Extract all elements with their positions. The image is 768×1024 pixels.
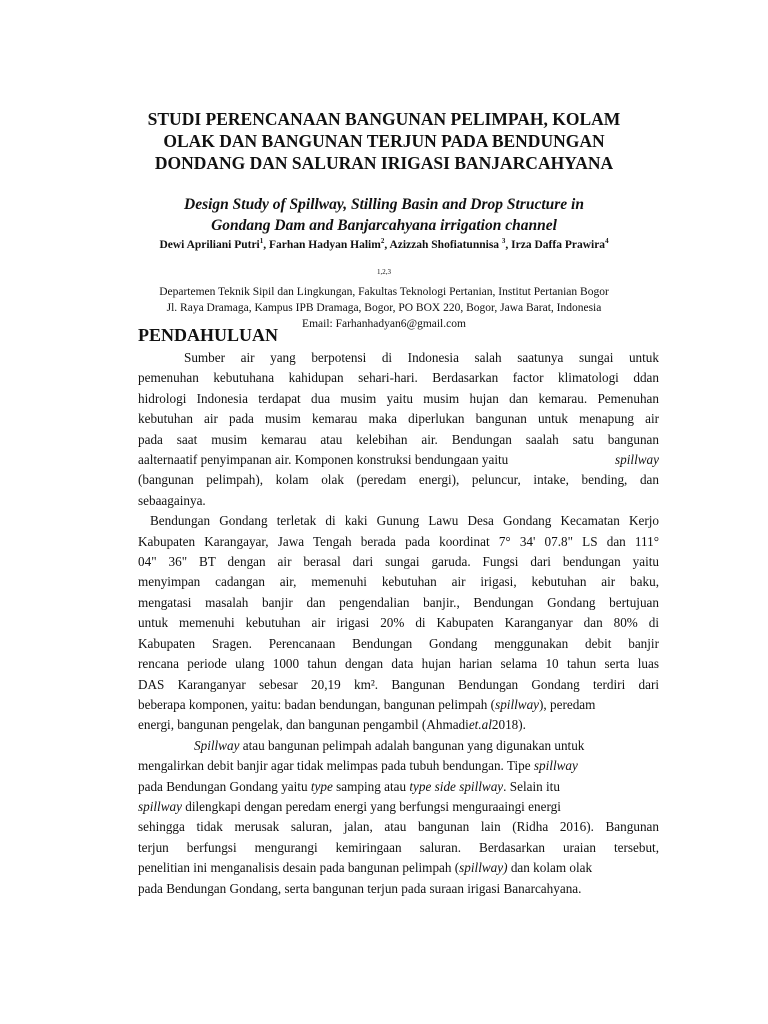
author-superscript: 2 [380, 237, 385, 245]
text-segment [166, 736, 584, 756]
affiliation-superscript: 1,2,3 [377, 268, 391, 276]
text-line: sebaagainya. [138, 492, 206, 508]
text-segment: atau bangunan pelimpah adalah bangunan yang digunakan untuk [239, 737, 585, 753]
text-line [138, 777, 659, 797]
author-name: Irza Daffa Prawira [511, 238, 606, 251]
author-separator: , [505, 238, 512, 251]
author-superscript: 1 [259, 237, 264, 245]
text-line: (bangunan pelimpah), kolam olak (peredam energi), peluncur, intake, bending, dan [138, 472, 659, 488]
text-line: kebutuhan air pada musim kemarau maka diperlukan bangunan untuk menapung air [138, 411, 659, 427]
text-segment [138, 777, 560, 797]
text-segment-italic: spillway [615, 452, 659, 468]
text-segment [138, 858, 592, 878]
paragraph [138, 736, 659, 899]
text-line [138, 797, 659, 817]
text-line [138, 756, 659, 776]
text-line: terjun berfungsi mengurangi kemiringaan saluran. Berdasarkan uraian tersebut, [138, 839, 659, 855]
text-line: hidrologi Indonesia terdapat dua musim yaitu musim hujan dan kemarau. Pemenuhan [138, 390, 659, 406]
affiliation-address: Jl. Raya Dramaga, Kampus IPB Dramaga, Bogor, PO BOX 220, Bogor, Jawa Barat, Indonesia [166, 301, 602, 314]
text-line: pada saat musim kemarau atau kelebihan air. Bendungan saalah satu bangunan [138, 431, 659, 447]
author-name: Dewi Apriliani Putri [159, 238, 260, 251]
text-line [138, 858, 659, 878]
text-segment [138, 695, 595, 715]
text-segment: samping atau [332, 778, 410, 794]
body-text [138, 348, 659, 899]
text-segment [138, 756, 578, 776]
title-line: DONDANG DAN SALURAN IRIGASI BANJARCAHYANA [154, 153, 614, 173]
author-separator: , [263, 238, 269, 251]
author-separator: , [384, 238, 390, 251]
text-line: rencana periode ulang 1000 tahun dengan data hujan harian selama 10 tahun serta luas [138, 656, 659, 672]
text-line: Bendungan Gondang terletak di kaki Gunung Lawu Desa Gondang Kecamatan Kerjo [150, 513, 659, 529]
text-segment-italic: spillway) [459, 860, 508, 876]
text-segment-italic: Spillway [194, 737, 240, 753]
text-line: 04" 36" BT dengan air berasal dari sungai garuda. Fungsi dari bendungan yaitu [138, 554, 659, 570]
subtitle-line: Design Study of Spillway, Stilling Basin and Drop Structure in [184, 196, 584, 213]
text-segment: beberapa komponen, yaitu: badan bendungan, bangunan pelimpah ( [138, 696, 496, 712]
text-segment-italic: spillway [138, 798, 182, 814]
author-superscript: 3 [501, 237, 506, 245]
paper-subtitle [110, 194, 658, 236]
text-line [138, 715, 659, 735]
subtitle-line: Gondang Dam and Banjarcahyana irrigation channel [211, 217, 557, 234]
text-segment: pada Bendungan Gondang yaitu [138, 778, 311, 794]
paper-title [120, 108, 648, 174]
text-line [138, 695, 659, 715]
text-line: untuk memenuhi kebutuhan air irigasi 20% di Kabupaten Karanganyar dan 80% di [138, 615, 659, 631]
title-line: OLAK DAN BANGUNAN TERJUN PADA BENDUNGAN [163, 131, 605, 151]
text-line [138, 450, 659, 470]
text-segment-italic: spillway [533, 758, 578, 774]
text-segment-italic: spillway [495, 696, 540, 712]
author-list [100, 237, 668, 251]
text-segment-italic: type side spillway [409, 778, 504, 794]
text-segment: energi, bangunan pengelak, dan bangunan pengambil (Ahmadi [138, 717, 469, 733]
text-line: sehingga tidak merusak saluran, jalan, atau bangunan lain (Ridha 2016). Bangunan [138, 819, 659, 835]
affiliation-email: Email: Farhanhadyan6@gmail.com [302, 317, 466, 330]
text-segment: penelitian ini menganalisis desain pada bangunan pelimpah ( [138, 860, 460, 876]
title-line: STUDI PERENCANAAN BANGUNAN PELIMPAH, KOLAM [147, 109, 621, 129]
text-segment: aalternaatif penyimpanan air. Komponen konstruksi bendungaan yaitu [138, 452, 509, 468]
text-segment-italic: et.al [468, 717, 492, 733]
text-segment: ), peredam [539, 696, 596, 712]
author-name: Farhan Hadyan Halim [269, 238, 381, 251]
text-segment-italic: type [310, 778, 333, 794]
text-segment [138, 797, 561, 817]
text-line: menyimpan cadangan air, memenuhi kebutuhan air irigasi, kebutuhan air baku, [138, 574, 659, 590]
paragraph [138, 348, 659, 511]
text-line: Sumber air yang berpotensi di Indonesia salah saatunya sungai untuk [184, 350, 659, 365]
author-superscript: 4 [605, 237, 609, 245]
text-line: Kabupaten Sragen. Perencanaan Bendungan Gondang menggunakan debit banjir [138, 635, 659, 651]
text-segment: dan kolam olak [507, 860, 593, 876]
text-segment: 2018). [491, 717, 526, 733]
text-line [138, 736, 659, 756]
affiliation-text: Departemen Teknik Sipil dan Lingkungan, Fakultas Teknologi Pertanian, Institut Pertanian Bogor [159, 285, 609, 298]
text-line: DAS Karanganyar sebesar 20,19 km². Bangunan Bendungan Gondang terdiri dari [138, 676, 659, 692]
affiliation-block [100, 264, 668, 332]
paragraph [138, 511, 659, 735]
text-segment: dilengkapi dengan peredam energi yang berfungsi menguraaingi energi [181, 798, 561, 814]
text-line: pada Bendungan Gondang, serta bangunan terjun pada suraan irigasi Banarcahyana. [138, 880, 582, 896]
text-line: Kabupaten Karangayar, Jawa Tengah berada pada koordinat 7° 34' 07.8" LS dan 111° [138, 533, 659, 549]
section-heading: PENDAHULUAN [138, 325, 279, 345]
affiliation-line [100, 264, 668, 300]
text-line: pemenuhan kebutuhana kahidupan sehari-hari. Berdasarkan factor klimatologi ddan [138, 370, 659, 386]
author-name: Azizzah Shofiatunnisa [389, 238, 502, 251]
text-line: mengatasi masalah banjir dan pengendalian banjir., Bendungan Gondang bertujuan [138, 594, 659, 610]
text-segment: mengalirkan debit banjir agar tidak melimpas pada tubuh bendungan. Tipe [138, 758, 534, 774]
text-segment: . Selain itu [503, 778, 560, 794]
